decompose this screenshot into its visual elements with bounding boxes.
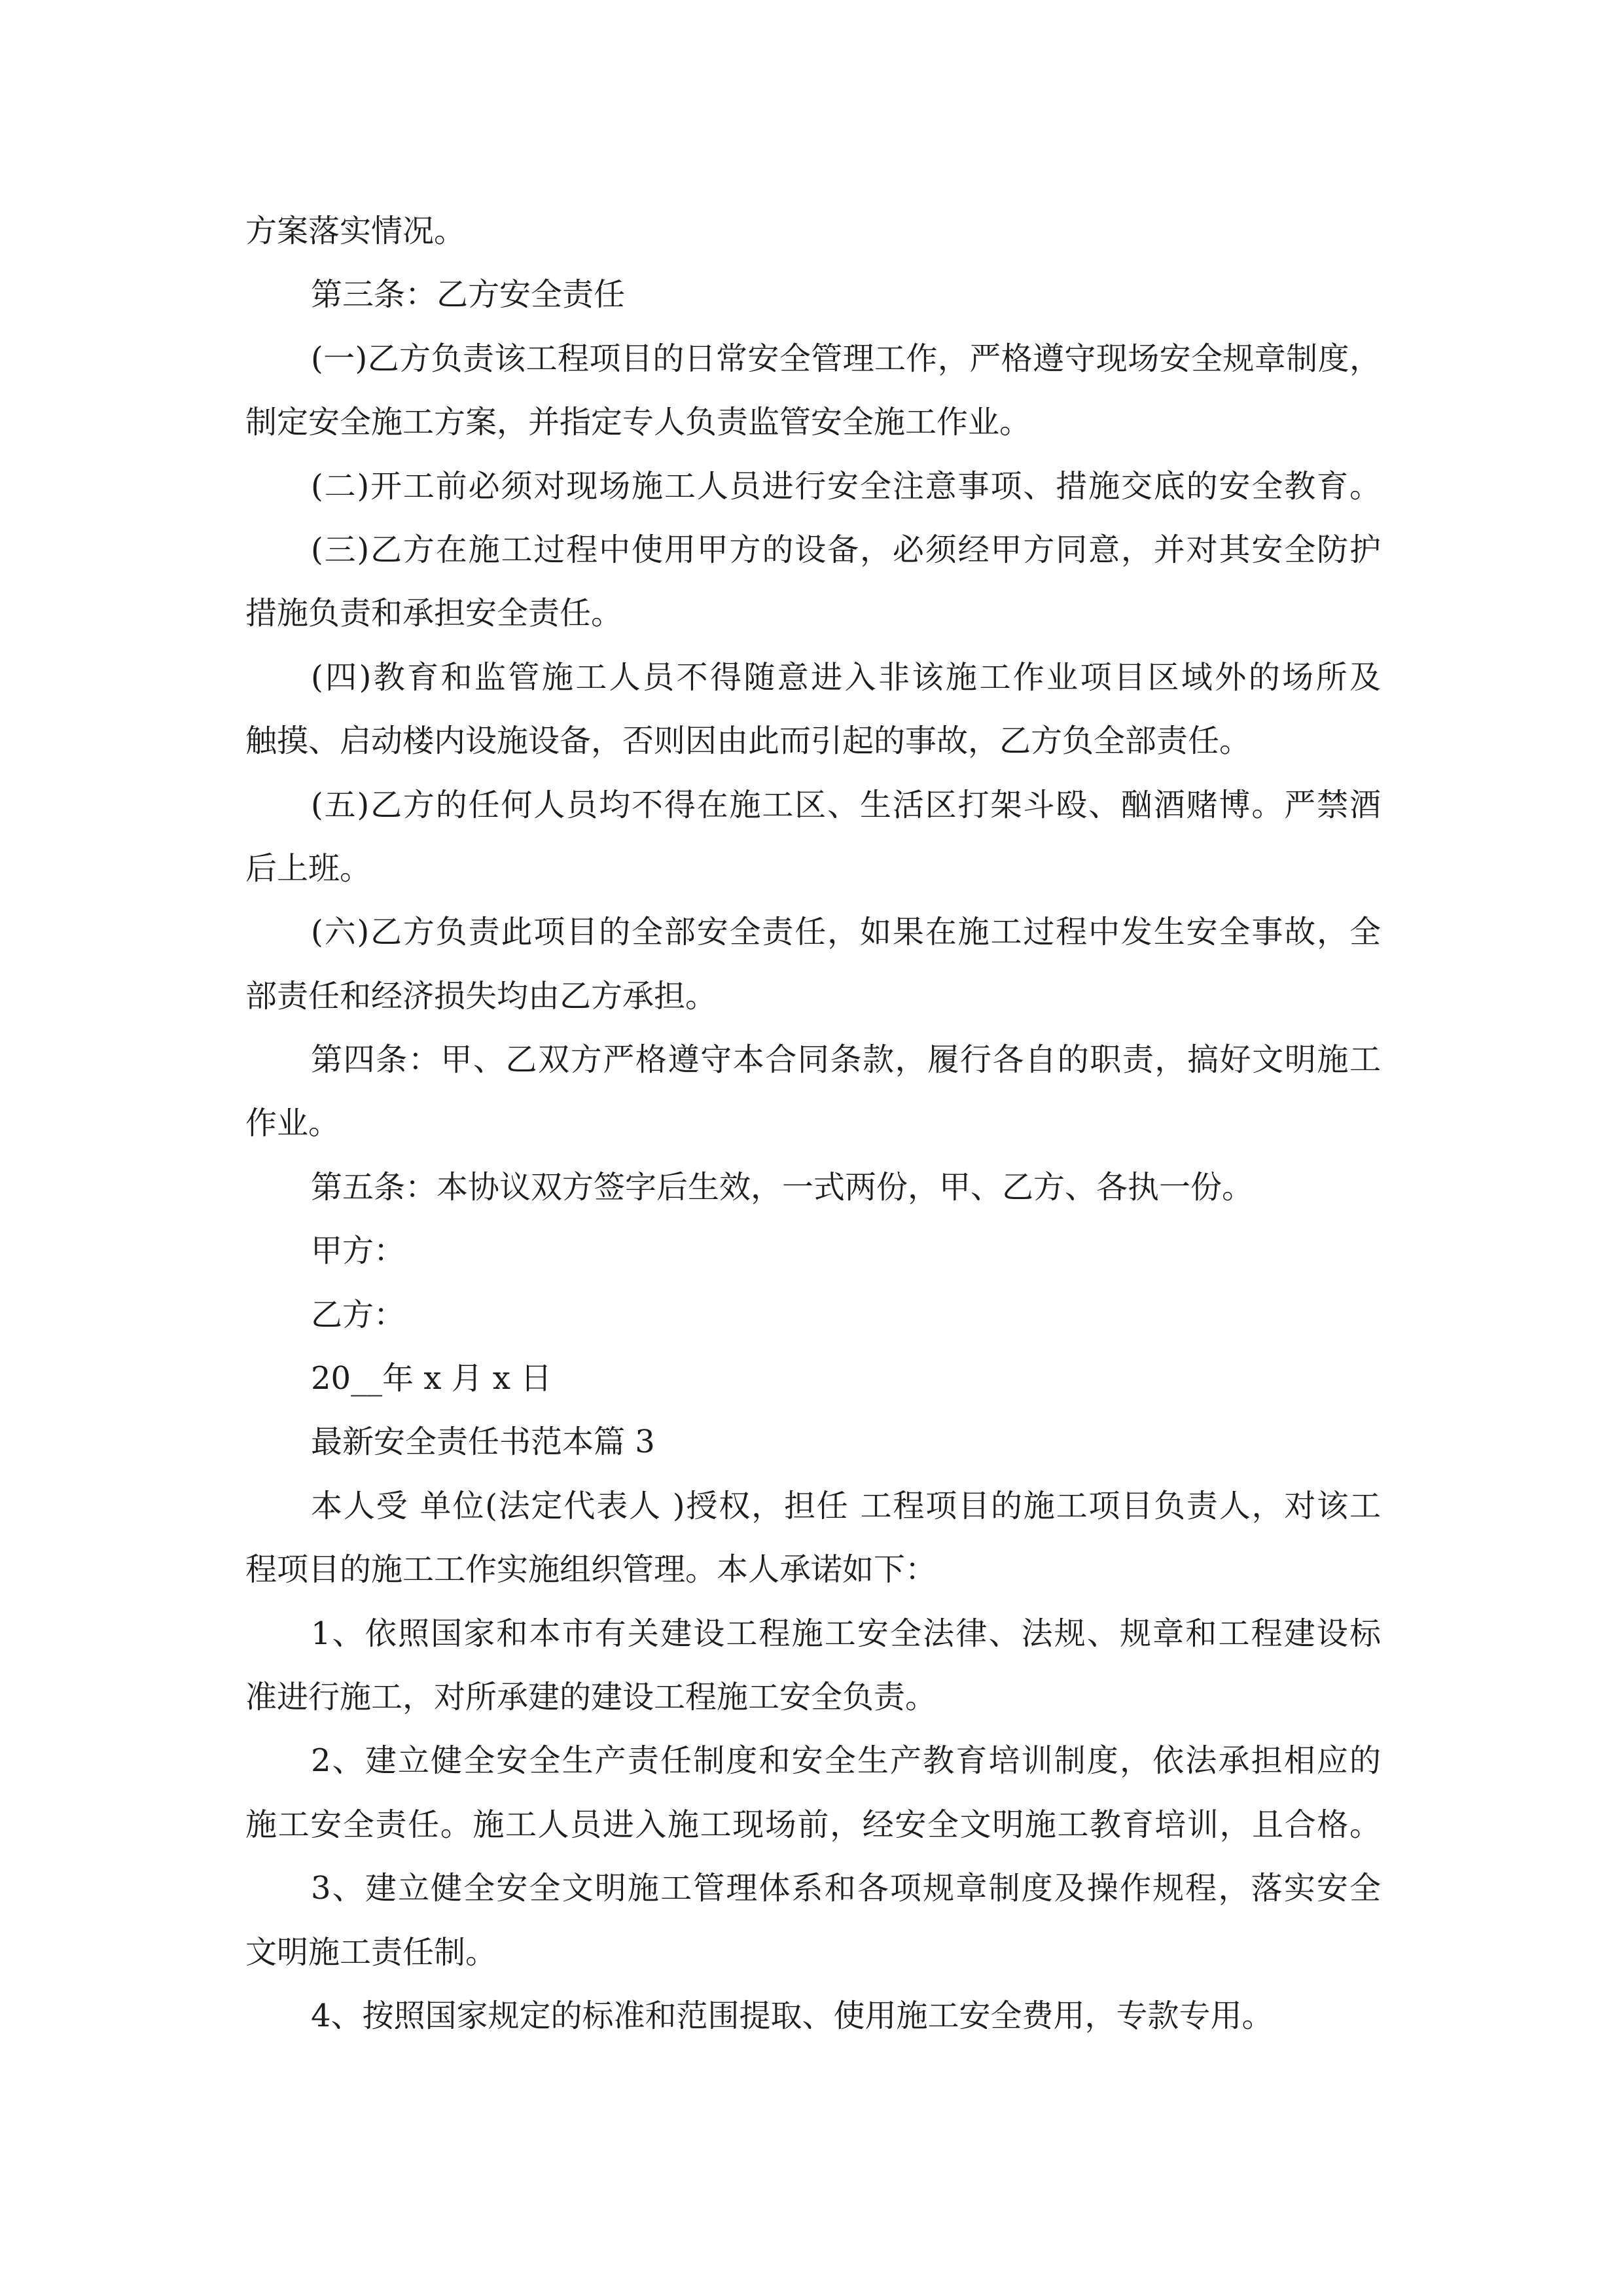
text-line: 部责任和经济损失均由乙方承担。 [245, 977, 717, 1014]
text-line: 方案落实情况。 [245, 213, 466, 249]
text-line: (六)乙方负责此项目的全部安全责任，如果在施工过程中发生安全事故，全 [311, 914, 1381, 951]
text-line: 20__年 x 月 x 日 [311, 1360, 552, 1397]
text-line: 3、建立健全安全文明施工管理体系和各项规章制度及操作规程，落实安全 [311, 1870, 1381, 1907]
text-line: 制定安全施工方案，并指定专人负责监管安全施工作业。 [245, 404, 1031, 441]
text-line: 文明施工责任制。 [245, 1933, 497, 1971]
text-line: (一)乙方负责该工程项目的日常安全管理工作，严格遵守现场安全规章制度， [311, 340, 1381, 377]
text-line: 触摸、启动楼内设施设备，否则因由此而引起的事故，乙方负全部责任。 [245, 723, 1251, 760]
text-line: (五)乙方的任何人员均不得在施工区、生活区打架斗殴、酗酒赌博。严禁酒 [311, 786, 1381, 823]
text-line: 第四条：甲、乙双方严格遵守本合同条款，履行各自的职责，搞好文明施工 [311, 1041, 1381, 1079]
text-line: 甲方： [311, 1232, 406, 1270]
text-line: (三)乙方在施工过程中使用甲方的设备，必须经甲方同意，并对其安全防护 [311, 531, 1381, 568]
text-line: 2、建立健全安全生产责任制度和安全生产教育培训制度，依法承担相应的 [311, 1742, 1381, 1780]
text-line: 最新安全责任书范本篇 3 [311, 1424, 655, 1461]
text-line: 1、依照国家和本市有关建设工程施工安全法律、法规、规章和工程建设标 [311, 1615, 1381, 1652]
text-line: 第五条：本协议双方签字后生效，一式两份，甲、乙方、各执一份。 [311, 1168, 1254, 1206]
text-line: 乙方： [311, 1296, 406, 1333]
text-line: (二)开工前必须对现场施工人员进行安全注意事项、措施交底的安全教育。 [311, 467, 1381, 505]
text-line: 作业。 [245, 1105, 340, 1142]
text-line: 后上班。 [245, 850, 372, 887]
text-line: 4、按照国家规定的标准和范围提取、使用施工安全费用，专款专用。 [311, 1997, 1274, 2034]
text-line: 准进行施工，对所承建的建设工程施工安全负责。 [245, 1678, 937, 1715]
text-line: 施工安全责任。施工人员进入施工现场前，经安全文明施工教育培训，且合格。 [245, 1806, 1381, 1843]
document-body [245, 200, 1381, 2048]
text-line: 措施负责和承担安全责任。 [245, 595, 623, 632]
text-line: 程项目的施工工作实施组织管理。本人承诺如下： [245, 1551, 937, 1588]
text-line: (四)教育和监管施工人员不得随意进入非该施工作业项目区域外的场所及 [311, 658, 1381, 696]
text-line: 本人受 单位(法定代表人 )授权，担任 工程项目的施工项目负责人，对该工 [311, 1487, 1381, 1524]
text-line: 第三条：乙方安全责任 [311, 276, 626, 314]
